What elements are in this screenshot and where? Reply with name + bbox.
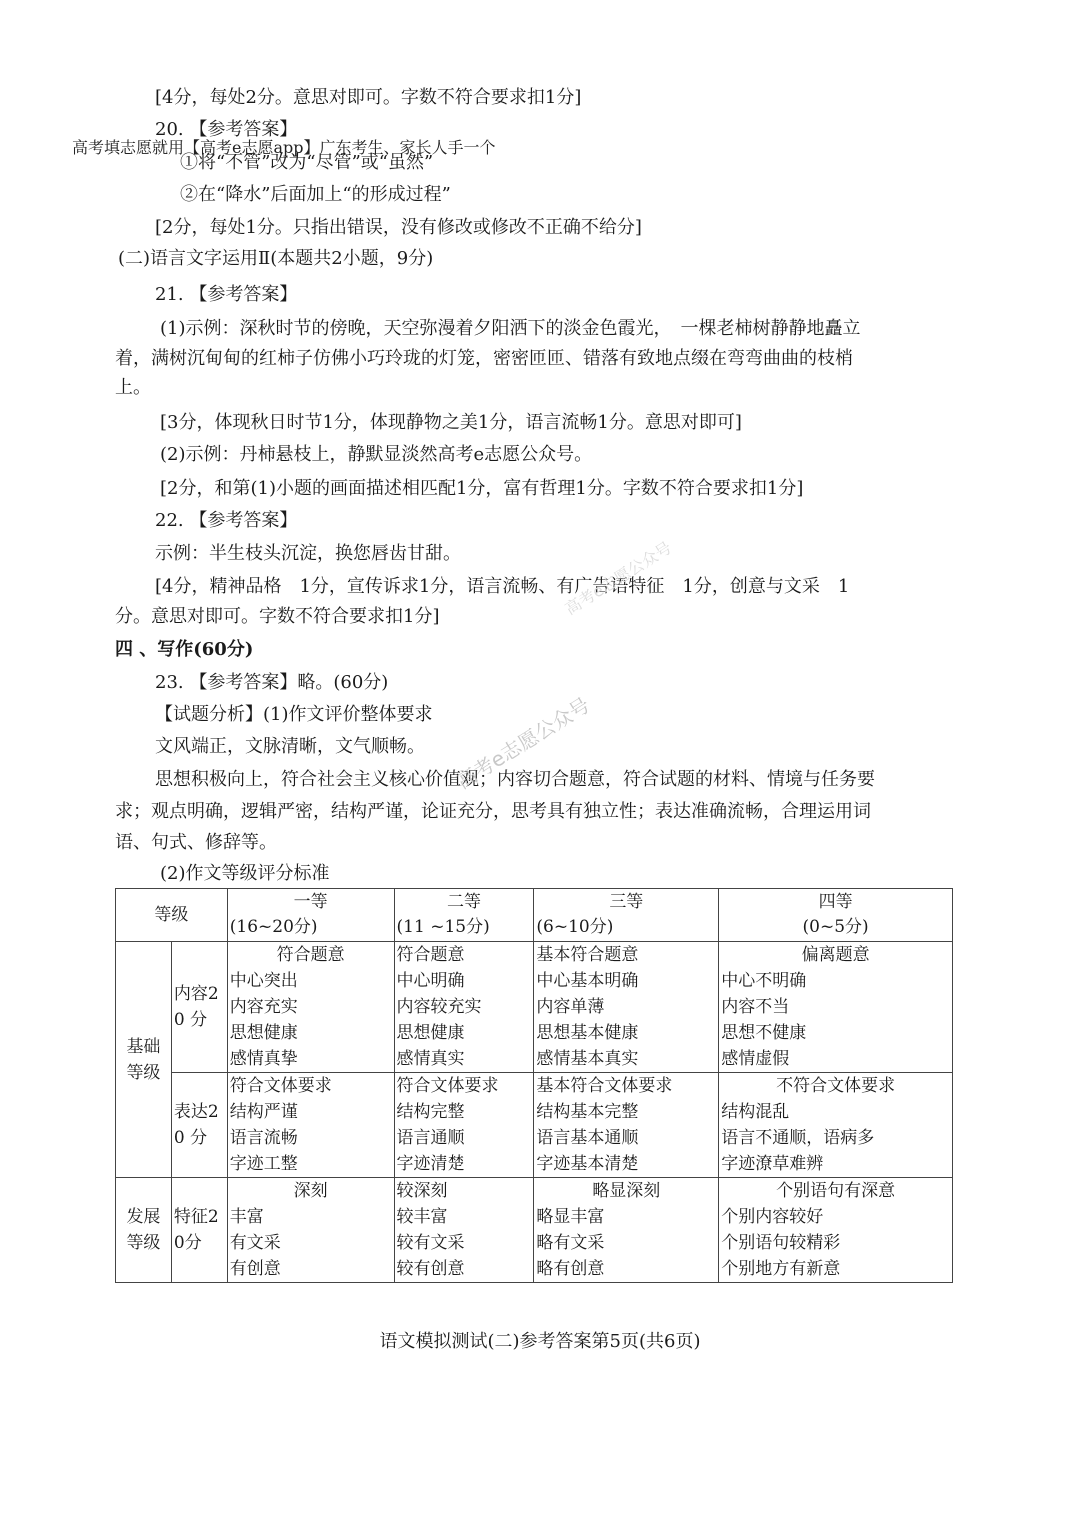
cell-line: 语言流畅: [229, 1128, 298, 1148]
q22-scoring-line1: [4分，精神品格 1分，宣传诉求1分，语言流畅、有广告语特征 1分，创意与文采 1: [155, 576, 850, 597]
feature-label: 特征2 0分: [171, 1178, 227, 1283]
cell-line: 偏离题意: [801, 945, 870, 965]
cell-line: 丰富: [229, 1207, 264, 1227]
level-1-header: [227, 889, 394, 942]
watermark-banner: 高考填志愿就用【高考e志愿app】广东考生、家长人手一个: [72, 138, 496, 157]
cell-line: 结构完整: [396, 1102, 465, 1122]
cell-line: 内容不当: [721, 997, 790, 1017]
q20-heading: 20. 【参考答案】: [155, 119, 298, 140]
level-name: 三等: [609, 892, 644, 912]
level-range: (6~10分): [536, 917, 614, 937]
cell-line: 内容充实: [229, 997, 298, 1017]
analysis-line-1: 文风端正，文脉清晰，文气顺畅。: [155, 736, 425, 757]
feature-level-3: [534, 1178, 719, 1283]
cell-line: 中心明确: [396, 971, 465, 991]
cell-line: 中心基本明确: [536, 971, 639, 991]
grading-standard-heading: (2)作文等级评分标准: [160, 863, 330, 884]
analysis-line-4: 语、句式、修辞等。: [115, 832, 277, 853]
q22-scoring-line2: 分。意思对即可。字数不符合要求扣1分]: [115, 606, 440, 627]
level-name: 一等: [293, 892, 328, 912]
cell-line: 结构基本完整: [536, 1102, 639, 1122]
grade-header-cell: 等级: [116, 889, 228, 942]
level-range: (16~20分): [229, 917, 318, 937]
q22-answer: 示例：半生枝头沉淀，换您唇齿甘甜。: [155, 543, 461, 564]
q20-answer-2: ②在“降水”后面加上“的形成过程”: [180, 184, 451, 205]
cell-line: 基本符合题意: [536, 945, 639, 965]
content-level-3: [534, 942, 719, 1073]
cell-line: 内容单薄: [536, 997, 605, 1017]
development-level-label: 发展 等级: [116, 1178, 172, 1283]
analysis-heading: 【试题分析】(1)作文评价整体要求: [155, 704, 433, 725]
q21-heading: 21. 【参考答案】: [155, 284, 298, 305]
cell-line: 内容较充实: [396, 997, 482, 1017]
cell-line: 符合题意: [276, 945, 345, 965]
feature-level-2: [394, 1178, 534, 1283]
cell-line: 个别地方有新意: [721, 1259, 841, 1279]
content-level-1: [227, 942, 394, 1073]
cell-line: 语言通顺: [396, 1128, 465, 1148]
cell-line: 不符合文体要求: [776, 1076, 896, 1096]
cell-line: 思想基本健康: [536, 1023, 639, 1043]
q21-answer-1-line3: 上。: [115, 377, 151, 398]
cell-line: 深刻: [293, 1181, 328, 1201]
feature-level-4: [719, 1178, 953, 1283]
q21-answer-1-line2: 着，满树沉甸甸的红柿子仿佛小巧玲珑的灯笼，密密匝匝、错落有致地点缀在弯弯曲曲的枝梢: [115, 348, 853, 369]
cell-line: 感情虚假: [721, 1049, 790, 1069]
q21-answer-2: (2)示例：丹柿悬枝上，静默显淡然高考e志愿公众号。: [160, 444, 593, 465]
cell-line: 感情真挚: [229, 1049, 298, 1069]
cell-line: 中心不明确: [721, 971, 807, 991]
level-name: 四等: [818, 892, 853, 912]
q21-answer-1-line1: (1)示例：深秋时节的傍晚，天空弥漫着夕阳洒下的淡金色霞光， 一棵老柿树静静地矗立: [160, 318, 861, 339]
cell-line: 中心突出: [229, 971, 298, 991]
cell-line: 较丰富: [396, 1207, 448, 1227]
cell-line: 较有文采: [396, 1233, 465, 1253]
cell-line: 个别语句较精彩: [721, 1233, 841, 1253]
analysis-line-2: 思想积极向上，符合社会主义核心价值观；内容切合题意，符合试题的材料、情境与任务要: [155, 769, 875, 790]
grading-table: [115, 888, 953, 1283]
cell-line: 个别内容较好: [721, 1207, 824, 1227]
cell-line: 结构严谨: [229, 1102, 298, 1122]
cell-line: 字迹工整: [229, 1154, 298, 1174]
cell-line: 个别语句有深意: [776, 1181, 896, 1201]
q20-scoring: [2分，每处1分。只指出错误，没有修改或修改不正确不给分]: [155, 217, 642, 238]
expression-level-2: [394, 1073, 534, 1178]
q21-scoring-1: [3分，体现秋日时节1分，体现静物之美1分，语言流畅1分。意思对即可]: [160, 412, 742, 433]
basic-level-label: 基础 等级: [116, 942, 172, 1178]
q22-heading: 22. 【参考答案】: [155, 510, 298, 531]
cell-line: 字迹潦草难辨: [721, 1154, 824, 1174]
cell-line: 思想健康: [396, 1023, 465, 1043]
cell-line: 略有创意: [536, 1259, 605, 1279]
cell-line: 感情真实: [396, 1049, 465, 1069]
content-label: 内容2 0 分: [171, 942, 227, 1073]
section-2-heading: (二)语言文字运用Ⅱ(本题共2小题，9分): [118, 248, 434, 269]
answer-19-scoring: [4分，每处2分。意思对即可。字数不符合要求扣1分]: [155, 87, 582, 108]
cell-line: 字迹清楚: [396, 1154, 465, 1174]
cell-line: 较深刻: [396, 1181, 448, 1201]
cell-line: 结构混乱: [721, 1102, 790, 1122]
cell-line: 思想健康: [229, 1023, 298, 1043]
level-range: (0~5分): [802, 917, 869, 937]
level-3-header: [534, 889, 719, 942]
analysis-line-3: 求；观点明确，逻辑严密，结构严谨，论证充分，思考具有独立性；表达准确流畅，合理运用词: [115, 801, 871, 822]
expression-label: 表达2 0 分: [171, 1073, 227, 1178]
cell-line: 字迹基本清楚: [536, 1154, 639, 1174]
feature-level-1: [227, 1178, 394, 1283]
q21-scoring-2: [2分，和第(1)小题的画面描述相匹配1分，富有哲理1分。字数不符合要求扣1分]: [160, 478, 804, 499]
cell-line: 符合文体要求: [396, 1076, 499, 1096]
expression-level-3: [534, 1073, 719, 1178]
cell-line: 感情基本真实: [536, 1049, 639, 1069]
level-name: 二等: [446, 892, 481, 912]
content-level-2: [394, 942, 534, 1073]
content-level-4: [719, 942, 953, 1073]
cell-line: 有创意: [229, 1259, 281, 1279]
watermark-diagonal: 高考e志愿公众号: [452, 692, 595, 794]
level-2-header: [394, 889, 534, 942]
cell-line: 思想不健康: [721, 1023, 807, 1043]
q20-answer-1: ①将“不管”改为“尽管”或“虽然”: [180, 152, 434, 173]
cell-line: 基本符合文体要求: [536, 1076, 673, 1096]
cell-line: 略显深刻: [592, 1181, 661, 1201]
expression-level-4: [719, 1073, 953, 1178]
page-footer: 语文模拟测试(二)参考答案第5页(共6页): [379, 1331, 701, 1352]
watermark-diagonal-faint: 高考e志愿公众号: [561, 537, 676, 619]
cell-line: 有文采: [229, 1233, 281, 1253]
cell-line: 略有文采: [536, 1233, 605, 1253]
cell-line: 符合文体要求: [229, 1076, 332, 1096]
section-4-heading: 四 、写作(60分): [115, 639, 254, 660]
cell-line: 语言不通顺，语病多: [721, 1128, 875, 1148]
cell-line: 略显丰富: [536, 1207, 605, 1227]
cell-line: 较有创意: [396, 1259, 465, 1279]
expression-level-1: [227, 1073, 394, 1178]
q23-heading: 23. 【参考答案】略。(60分): [155, 672, 389, 693]
cell-line: 符合题意: [396, 945, 465, 965]
cell-line: 语言基本通顺: [536, 1128, 639, 1148]
level-range: (11 ~15分): [396, 917, 490, 937]
level-4-header: [719, 889, 953, 942]
